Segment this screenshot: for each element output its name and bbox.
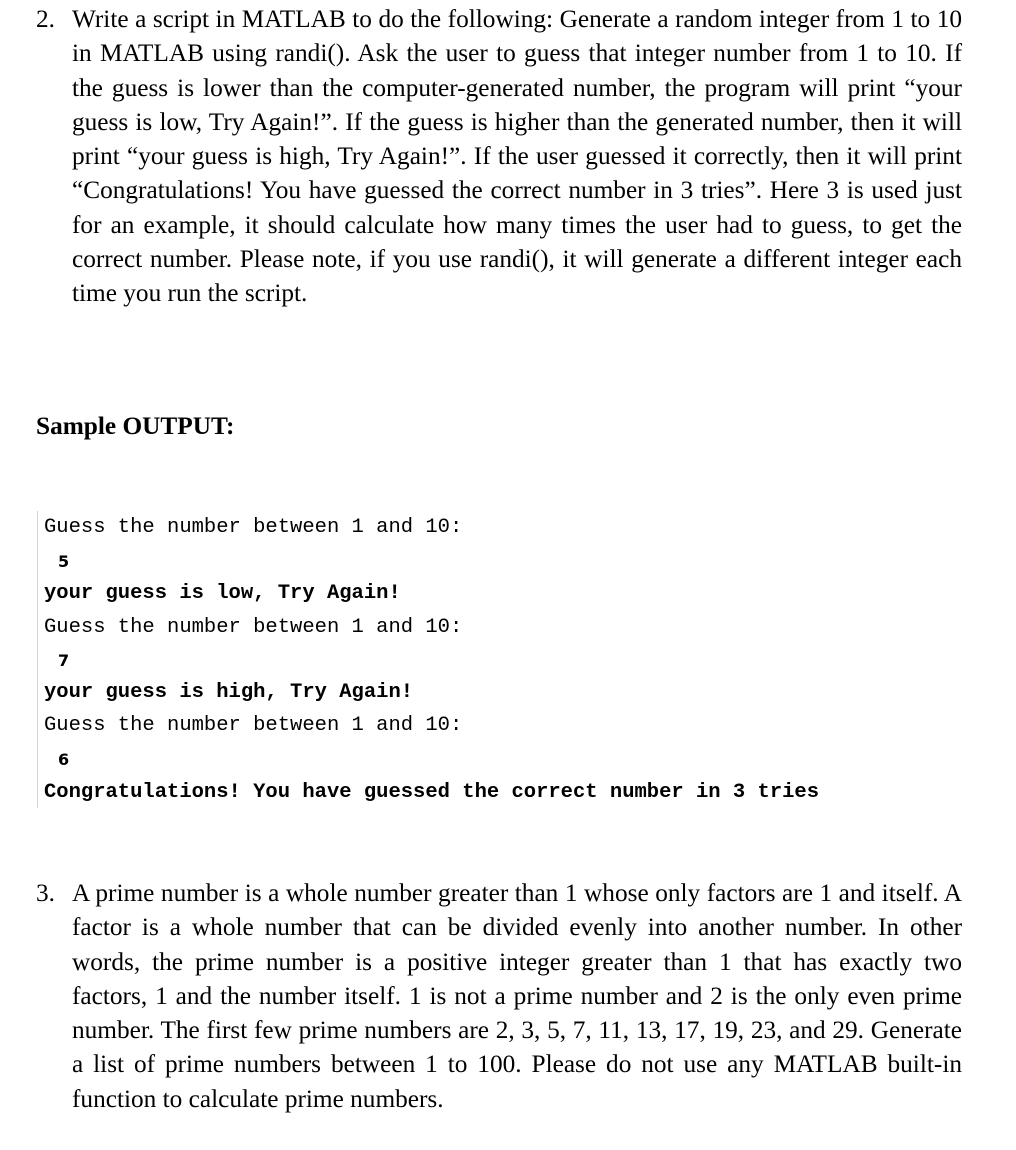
question-3-text: A prime number is a whole number greater than 1 whose only factors are 1 and itself. A factor is a whole number that can be divided evenly into another number. In other words, the prime number is a positive integer greater than 1 that has exactly two factors, 1 and the number itself. 1 is not a prime number and 2 is the only even prime number. The first few prime numbers are 2, 3, 5, 7, 11, 13, 17, 19, 23, and 29. Generate a list of prime numbers between 1 to 100. Please do not use any MATLAB built-in function to calculate prime numbers. xyxy=(72,879,962,1113)
question-3 xyxy=(36,876,962,1116)
console-prompt-line: Guess the number between 1 and 10: xyxy=(44,516,463,539)
question-2-text: Write a script in MATLAB to do the following: Generate a random integer from 1 to 10 in MATLAB using randi(). Ask the user to guess that integer number from 1 to 10. If the guess is lower than the computer-generated number, the program will print “your guess is low, Try Again!”. If the guess is higher than the generated number, then it will print “your guess is high, Try Again!”. If the user guessed it correctly, then it will print “Congratulations! You have guessed the correct number in 3 tries”. Here 3 is used just for an example, it should calculate how many times the user had to guess, to get the correct number. Please note, if you use randi(), it will generate a different integer each time you run the script. xyxy=(72,5,962,308)
console-response-line: your guess is high, Try Again! xyxy=(44,681,414,704)
question-2 xyxy=(36,2,962,311)
console-input-line: 5 xyxy=(58,552,70,571)
console-input-line: 6 xyxy=(58,750,70,769)
sample-output-heading: Sample OUTPUT: xyxy=(36,412,235,440)
console-response-line: your guess is low, Try Again! xyxy=(44,582,401,605)
question-3-number: 3. xyxy=(36,879,55,907)
console-input-line: 7 xyxy=(58,651,70,670)
console-prompt-line: Guess the number between 1 and 10: xyxy=(44,714,463,737)
console-response-line: Congratulations! You have guessed the correct number in 3 tries xyxy=(44,781,820,804)
console-prompt-line: Guess the number between 1 and 10: xyxy=(44,616,463,639)
sample-output-console xyxy=(37,511,938,808)
question-2-number: 2. xyxy=(36,5,55,33)
